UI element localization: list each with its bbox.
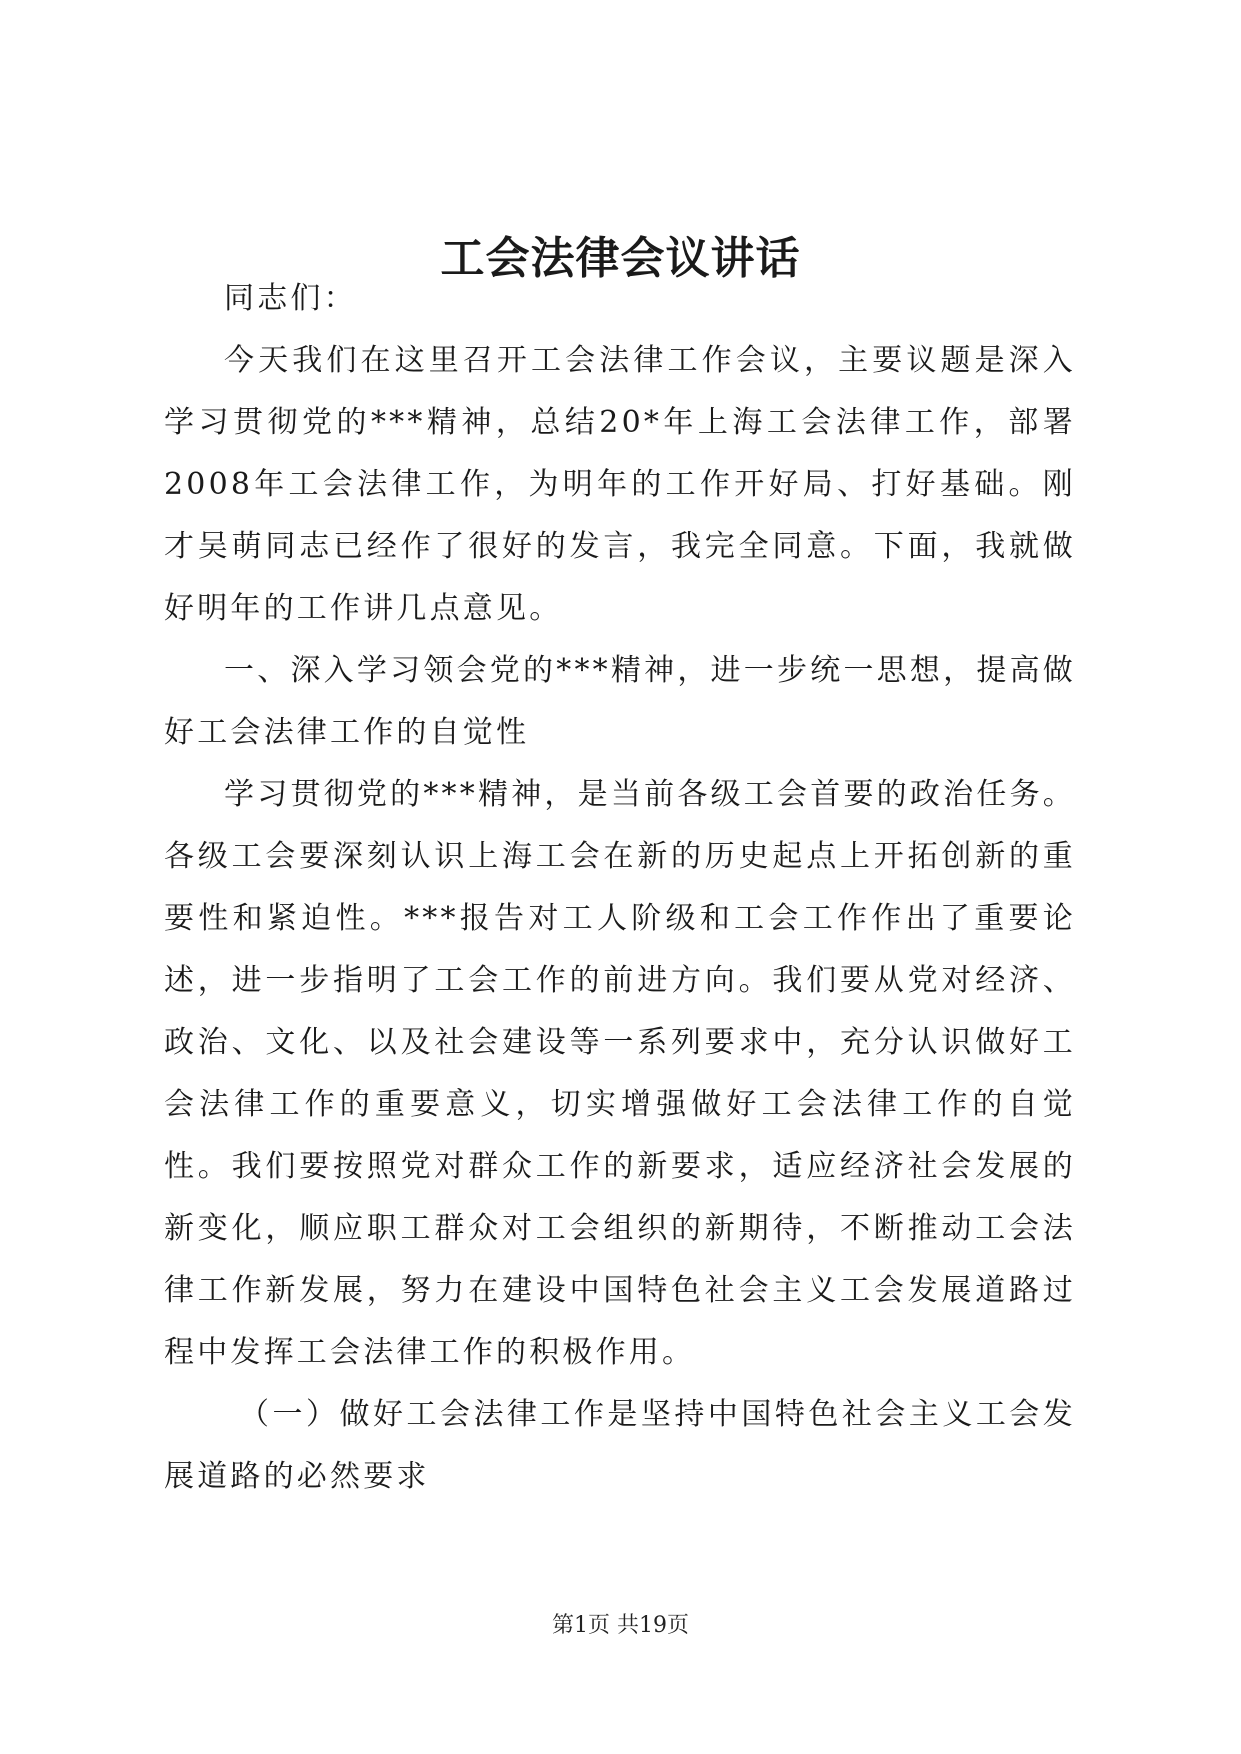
document-body — [164, 268, 1076, 1508]
salutation-paragraph: 同志们： — [224, 281, 357, 316]
section-1-body-paragraph: 学习贯彻党的***精神，是当前各级工会首要的政治任务。各级工会要深刻认识上海工会在新的历史起点上开拓创新的重要性和紧迫性。***报告对工人阶级和工会工作作出了重要论述，进一步指明了工会工作的前进方向。我们要从党对经济、政治、文化、以及社会建设等一系列要求中，充分认识做好工会法律工作的重要意义，切实增强做好工会法律工作的自觉性。我们要按照党对群众工作的新要求，适应经济社会发展的新变化，顺应职工群众对工会组织的新期待，不断推动工会法律工作新发展，努力在建设中国特色社会主义工会发展道路过程中发挥工会法律工作的积极作用。 — [164, 777, 1076, 1370]
section-heading-1: 一、深入学习领会党的***精神，进一步统一思想，提高做好工会法律工作的自觉性 — [164, 653, 1076, 750]
page-number-footer: 第1页 共19页 — [552, 1613, 689, 1638]
intro-paragraph: 今天我们在这里召开工会法律工作会议，主要议题是深入学习贯彻党的***精神，总结20*年上海工会法律工作，部署2008年工会法律工作，为明年的工作开好局、打好基础。刚才吴萌同志已经作了很好的发言，我完全同意。下面，我就做好明年的工作讲几点意见。 — [164, 343, 1076, 626]
document-title: 工会法律会议讲话 — [440, 233, 801, 284]
subsection-heading-1: （一）做好工会法律工作是坚持中国特色社会主义工会发展道路的必然要求 — [164, 1397, 1076, 1494]
